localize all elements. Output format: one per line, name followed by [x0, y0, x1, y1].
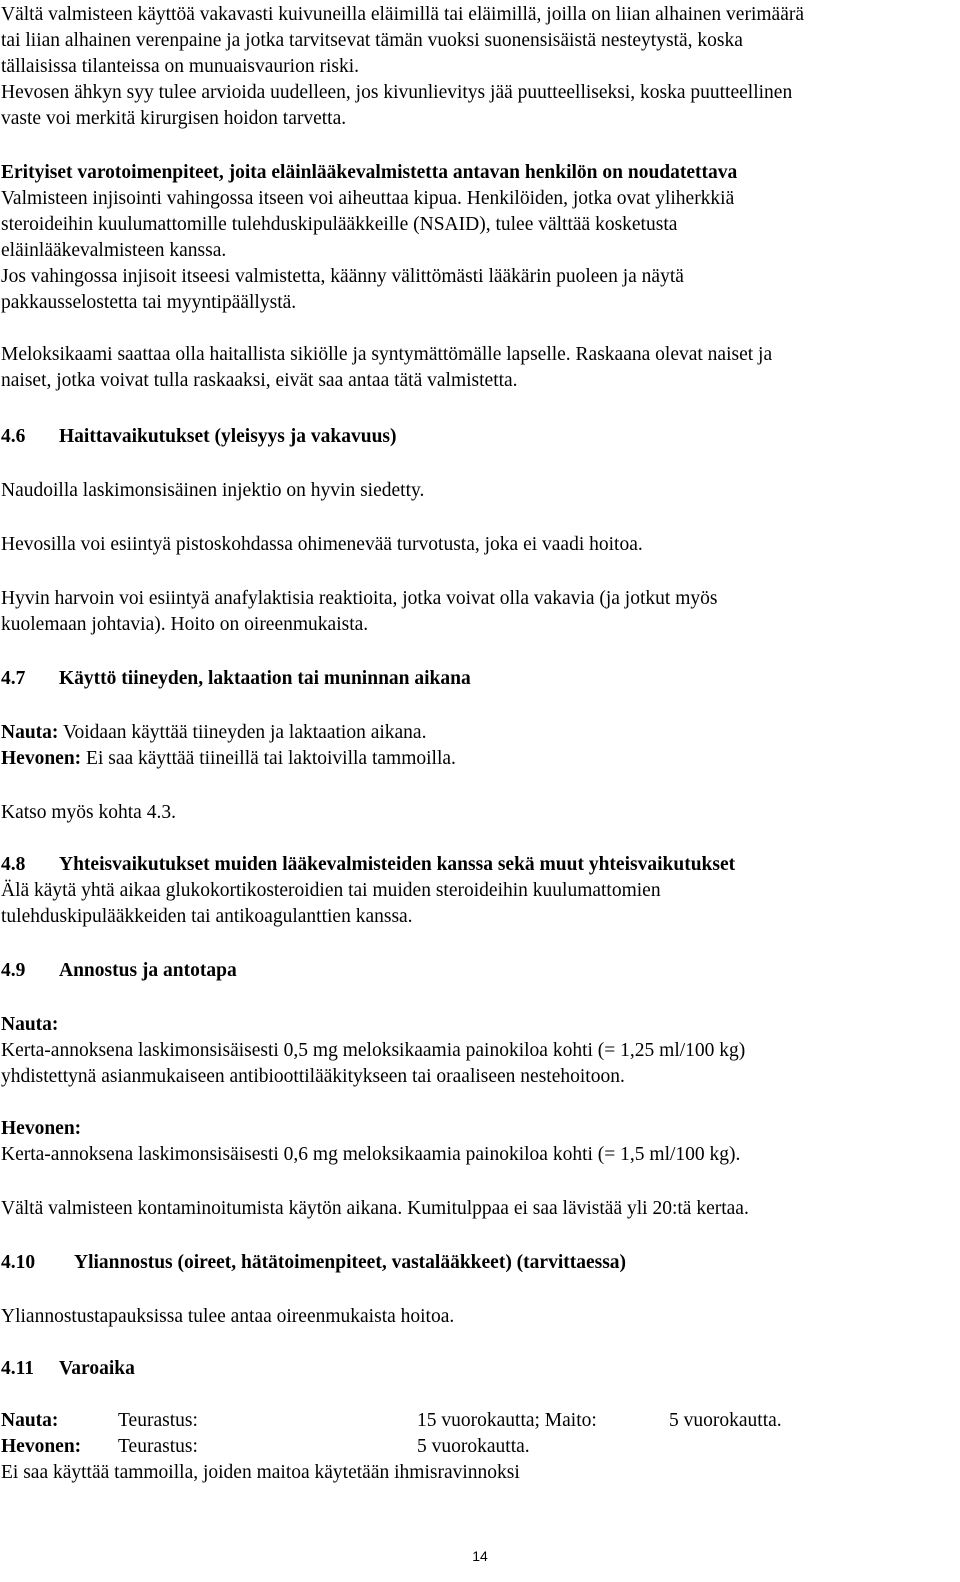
section-heading-4-6 — [1, 422, 397, 451]
section-title: Varoaika — [59, 1358, 135, 1379]
withdrawal-type: Teurastus: — [118, 1410, 198, 1431]
section-heading-4-11 — [1, 1354, 135, 1383]
pregnancy-cattle-line — [1, 718, 426, 747]
species-text: Voidaan käyttää tiineyden ja laktaation aikana. — [58, 722, 427, 743]
intro-line: tai liian alhainen verenpaine ja jotka tarvitsevat tämän vuoksi suonensisäistä nesteytystä, koska — [1, 30, 743, 51]
withdrawal-extra: 5 vuorokautta. — [669, 1410, 782, 1431]
species-label: Hevonen: — [1, 748, 82, 769]
pregnancy-warning-line: Meloksikaami saattaa olla haitallista sikiölle ja syntymättömälle lapselle. Raskaana olevat naiset ja — [1, 344, 773, 365]
section-title: Yhteisvaikutukset muiden lääkevalmisteiden kanssa sekä muut yhteisvaikutukset — [59, 854, 736, 875]
section-heading-4-8 — [1, 850, 735, 879]
side-effects-paragraph: kuolemaan johtavia). Hoito on oireenmukaista. — [1, 614, 369, 635]
side-effects-paragraph: Hevosilla voi esiintyä pistoskohdassa ohimenevää turvotusta, joka ei vaadi hoitoa. — [1, 534, 643, 555]
pregnancy-horse-line — [1, 744, 456, 773]
precaution-line: Jos vahingossa injisoit itseesi valmistetta, käänny välittömästi lääkärin puoleen ja näytä — [1, 266, 684, 287]
withdrawal-type: Teurastus: — [118, 1436, 198, 1457]
precaution-line: steroideihin kuulumattomille tulehduskipulääkkeille (NSAID), tulee välttää kosketusta — [1, 214, 678, 235]
section-title: Haittavaikutukset (yleisyys ja vakavuus) — [59, 426, 397, 447]
section-title: Annostus ja antotapa — [59, 960, 237, 981]
intro-line: tällaisissa tilanteissa on munuaisvaurion riski. — [1, 56, 359, 77]
withdrawal-value: 5 vuorokautta. — [417, 1436, 530, 1457]
intro-line: Vältä valmisteen käyttöä vakavasti kuivuneilla eläimillä tai eläimillä, joilla on liian alhainen verimäärä — [1, 4, 805, 25]
section-number: 4.8 — [1, 854, 26, 875]
section-number: 4.9 — [1, 960, 26, 981]
withdrawal-species: Nauta: — [1, 1410, 59, 1431]
precaution-line: pakkausselostetta tai myyntipäällystä. — [1, 292, 297, 313]
dosage-cattle-label: Nauta: — [1, 1014, 59, 1035]
page-number: 14 — [472, 1548, 488, 1564]
overdose-text: Yliannostustapauksissa tulee antaa oireenmukaista hoitoa. — [1, 1306, 455, 1327]
dosage-horse-label: Hevonen: — [1, 1118, 82, 1139]
special-precautions-heading: Erityiset varotoimenpiteet, joita eläinlääkevalmistetta antavan henkilön on noudatettava — [1, 162, 738, 183]
intro-line: Hevosen ähkyn syy tulee arvioida uudelleen, jos kivunlievitys jää puutteelliseksi, koska puutteellinen — [1, 82, 793, 103]
pregnancy-warning-line: naiset, jotka voivat tulla raskaaksi, eivät saa antaa tätä valmistetta. — [1, 370, 518, 391]
section-number: 4.7 — [1, 668, 26, 689]
dosage-cattle-line: yhdistettynä asianmukaiseen antibioottilääkitykseen tai oraaliseen nestehoitoon. — [1, 1066, 625, 1087]
dosage-cattle-line: Kerta-annoksena laskimonsisäisesti 0,5 mg meloksikaamia painokiloa kohti (= 1,25 ml/100 kg) — [1, 1040, 746, 1061]
interaction-line: tulehduskipulääkkeiden tai antikoagulanttien kanssa. — [1, 906, 413, 927]
side-effects-paragraph: Hyvin harvoin voi esiintyä anafylaktisia reaktioita, jotka voivat olla vakavia (ja jotkut myös — [1, 588, 718, 609]
withdrawal-row — [1, 1406, 941, 1435]
section-number: 4.6 — [1, 426, 26, 447]
section-heading-4-9 — [1, 956, 237, 985]
species-text: Ei saa käyttää tiineillä tai laktoivilla tammoilla. — [81, 748, 456, 769]
section-number: 4.10 — [1, 1252, 36, 1273]
withdrawal-species: Hevonen: — [1, 1436, 82, 1457]
dosage-horse-line: Kerta-annoksena laskimonsisäisesti 0,6 mg meloksikaamia painokiloa kohti (= 1,5 ml/100 kg). — [1, 1144, 741, 1165]
species-label: Nauta: — [1, 722, 59, 743]
withdrawal-value: 15 vuorokautta; Maito: — [417, 1410, 597, 1431]
intro-line: vaste voi merkitä kirurgisen hoidon tarvetta. — [1, 108, 347, 129]
section-title: Yliannostus (oireet, hätätoimenpiteet, vastalääkkeet) (tarvittaessa) — [74, 1252, 627, 1273]
section-heading-4-10 — [1, 1248, 626, 1277]
contamination-warning: Vältä valmisteen kontaminoitumista käytön aikana. Kumitulppaa ei saa lävistää yli 20:tä kertaa. — [1, 1198, 749, 1219]
withdrawal-note: Ei saa käyttää tammoilla, joiden maitoa käytetään ihmisravinnoksi — [1, 1462, 520, 1483]
side-effects-paragraph: Naudoilla laskimonsisäinen injektio on hyvin siedetty. — [1, 480, 425, 501]
precaution-line: Valmisteen injisointi vahingossa itseen voi aiheuttaa kipua. Henkilöiden, jotka ovat yliherkkiä — [1, 188, 735, 209]
withdrawal-row — [1, 1432, 941, 1461]
interaction-line: Älä käytä yhtä aikaa glukokortikosteroidien tai muiden steroideihin kuulumattomien — [1, 880, 661, 901]
section-heading-4-7 — [1, 664, 471, 693]
section-title: Käyttö tiineyden, laktaation tai muninnan aikana — [59, 668, 471, 689]
precaution-line: eläinlääkevalmisteen kanssa. — [1, 240, 227, 261]
see-also-text: Katso myös kohta 4.3. — [1, 802, 176, 823]
section-number: 4.11 — [1, 1358, 35, 1379]
